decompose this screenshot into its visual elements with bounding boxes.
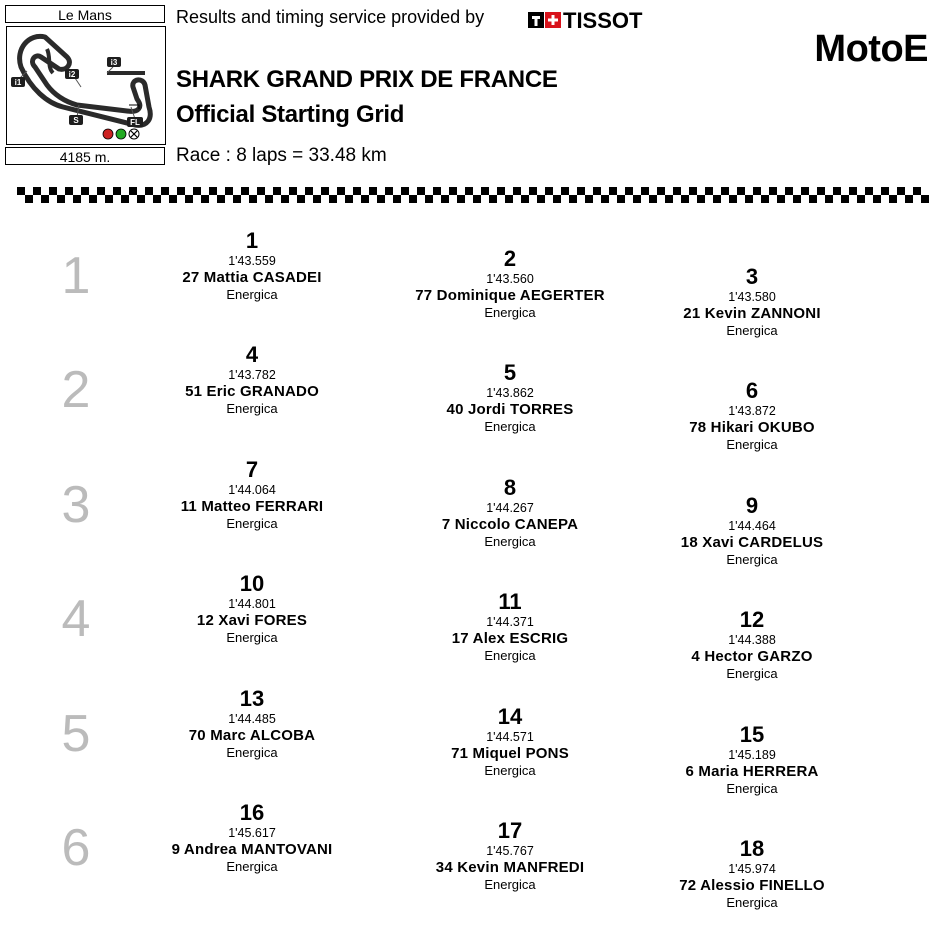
grid-position: 7 <box>245 457 259 482</box>
grid-position: 14 <box>497 704 523 729</box>
rider-name: 12 Xavi FORES <box>196 612 308 629</box>
sector-i2-badge <box>65 69 79 79</box>
qualifying-time: 1'44.267 <box>486 501 534 515</box>
race-info: Race : 8 laps = 33.48 km <box>176 145 387 166</box>
rider-name: 34 Kevin MANFREDI <box>435 859 585 876</box>
qualifying-time: 1'43.559 <box>228 254 276 268</box>
grid-slot <box>127 344 377 417</box>
qualifying-time: 1'45.189 <box>728 748 776 762</box>
grid-slot <box>127 688 377 761</box>
grid-row-number: 5 <box>61 705 91 763</box>
team-name: Energica <box>484 305 536 320</box>
svg-text:i1: i1 <box>14 78 22 87</box>
rider-name: 77 Dominique AEGERTER <box>415 287 605 304</box>
team-name: Energica <box>484 877 536 892</box>
start-badge <box>69 115 83 125</box>
grid-position: 15 <box>739 722 765 747</box>
grid-slot <box>627 724 877 797</box>
svg-text:i3: i3 <box>110 58 118 67</box>
grid-slot <box>627 380 877 453</box>
rider-name: 71 Miquel PONS <box>451 745 569 762</box>
grid-slot <box>627 495 877 568</box>
qualifying-time: 1'43.580 <box>728 290 776 304</box>
qualifying-time: 1'45.974 <box>728 862 776 876</box>
grid-slot <box>127 573 377 646</box>
qualifying-time: 1'43.782 <box>228 368 276 382</box>
grid-slot <box>385 477 635 550</box>
team-name: Energica <box>726 666 778 681</box>
grid-row-number: 1 <box>61 247 91 305</box>
rider-name: 70 Marc ALCOBA <box>188 727 316 744</box>
grid-slot <box>127 459 377 532</box>
qualifying-time: 1'44.371 <box>486 615 534 629</box>
grid-position: 16 <box>239 800 265 825</box>
grid-slot <box>385 820 635 893</box>
grid-position: 5 <box>503 360 517 385</box>
rider-name: 17 Alex ESCRIG <box>451 630 569 647</box>
grid-position: 11 <box>498 589 522 614</box>
rider-name: 51 Eric GRANADO <box>185 383 319 400</box>
track-path <box>20 36 151 125</box>
green-light-icon <box>116 129 126 139</box>
track-layout-icon <box>7 27 165 144</box>
event-name: SHARK GRAND PRIX DE FRANCE <box>176 66 558 93</box>
grid-position: 12 <box>739 607 765 632</box>
grid-position: 18 <box>739 836 765 861</box>
rider-name: 40 Jordi TORRES <box>446 401 574 418</box>
qualifying-time: 1'45.617 <box>228 826 276 840</box>
rider-name: 21 Kevin ZANNONI <box>683 305 821 322</box>
team-name: Energica <box>726 323 778 338</box>
grid-slot <box>127 802 377 875</box>
qualifying-time: 1'43.872 <box>728 404 776 418</box>
qualifying-time: 1'44.485 <box>228 712 276 726</box>
rider-name: 78 Hikari OKUBO <box>689 419 815 436</box>
grid-slot <box>627 838 877 911</box>
cross-marker-icon <box>129 129 139 139</box>
circuit-map <box>6 26 166 145</box>
qualifying-time: 1'44.064 <box>228 483 276 497</box>
timing-provider-text: Results and timing service provided by <box>176 7 485 27</box>
team-name: Energica <box>726 895 778 910</box>
rider-name: 7 Niccolo CANEPA <box>441 516 579 533</box>
sector-i3-badge <box>107 57 121 67</box>
series-title: MotoE <box>814 28 928 70</box>
rider-name: 9 Andrea MANTOVANI <box>171 841 333 858</box>
circuit-length-label: 4185 m. <box>5 147 165 165</box>
rider-name: 18 Xavi CARDELUS <box>680 534 824 551</box>
team-name: Energica <box>484 648 536 663</box>
rider-name: 72 Alessio FINELLO <box>679 877 825 894</box>
grid-slot <box>627 609 877 682</box>
svg-text:TISSOT: TISSOT <box>563 8 643 32</box>
team-name: Energica <box>484 763 536 778</box>
rider-name: 6 Maria HERRERA <box>685 763 819 780</box>
checkered-divider <box>17 187 931 208</box>
qualifying-time: 1'45.767 <box>486 844 534 858</box>
team-name: Energica <box>726 781 778 796</box>
team-name: Energica <box>484 419 536 434</box>
document-title: Official Starting Grid <box>176 101 405 128</box>
qualifying-time: 1'43.862 <box>486 386 534 400</box>
qualifying-time: 1'44.388 <box>728 633 776 647</box>
grid-slot <box>385 706 635 779</box>
grid-slot <box>127 230 377 303</box>
grid-row-number: 2 <box>61 361 91 419</box>
grid-slot <box>627 266 877 339</box>
grid-slot <box>385 248 635 321</box>
team-name: Energica <box>226 401 278 416</box>
grid-slot <box>385 591 635 664</box>
checkered-flag-strip <box>17 187 931 203</box>
grid-position: 10 <box>239 571 265 596</box>
team-name: Energica <box>226 287 278 302</box>
svg-text:S: S <box>73 116 79 125</box>
grid-row-number: 6 <box>61 819 91 877</box>
grid-row-number: 3 <box>61 476 91 534</box>
team-name: Energica <box>226 630 278 645</box>
team-name: Energica <box>226 745 278 760</box>
grid-position: 2 <box>503 246 517 271</box>
grid-slot <box>385 362 635 435</box>
red-light-icon <box>103 129 113 139</box>
qualifying-time: 1'43.560 <box>486 272 534 286</box>
team-name: Energica <box>226 859 278 874</box>
tissot-logo <box>528 8 676 37</box>
circuit-name-label: Le Mans <box>5 5 165 23</box>
team-name: Energica <box>726 552 778 567</box>
rider-name: 27 Mattia CASADEI <box>182 269 322 286</box>
grid-position: 4 <box>245 342 259 367</box>
sector-i1-badge <box>11 77 25 87</box>
grid-position: 1 <box>245 228 259 253</box>
qualifying-time: 1'44.801 <box>228 597 276 611</box>
svg-text:i2: i2 <box>68 70 76 79</box>
team-name: Energica <box>484 534 536 549</box>
team-name: Energica <box>726 437 778 452</box>
grid-position: 17 <box>497 818 523 843</box>
track-esses <box>47 49 53 73</box>
grid-row-number: 4 <box>61 590 91 648</box>
grid-position: 3 <box>745 264 759 289</box>
qualifying-time: 1'44.464 <box>728 519 776 533</box>
rider-name: 11 Matteo FERRARI <box>180 498 324 515</box>
rider-name: 4 Hector GARZO <box>691 648 813 665</box>
grid-position: 6 <box>745 378 759 403</box>
team-name: Energica <box>226 516 278 531</box>
grid-position: 8 <box>503 475 517 500</box>
finish-line-badge <box>127 117 143 127</box>
tissot-logo-icon <box>528 8 676 32</box>
grid-position: 13 <box>239 686 265 711</box>
grid-position: 9 <box>745 493 759 518</box>
svg-text:FL: FL <box>130 118 140 127</box>
qualifying-time: 1'44.571 <box>486 730 534 744</box>
